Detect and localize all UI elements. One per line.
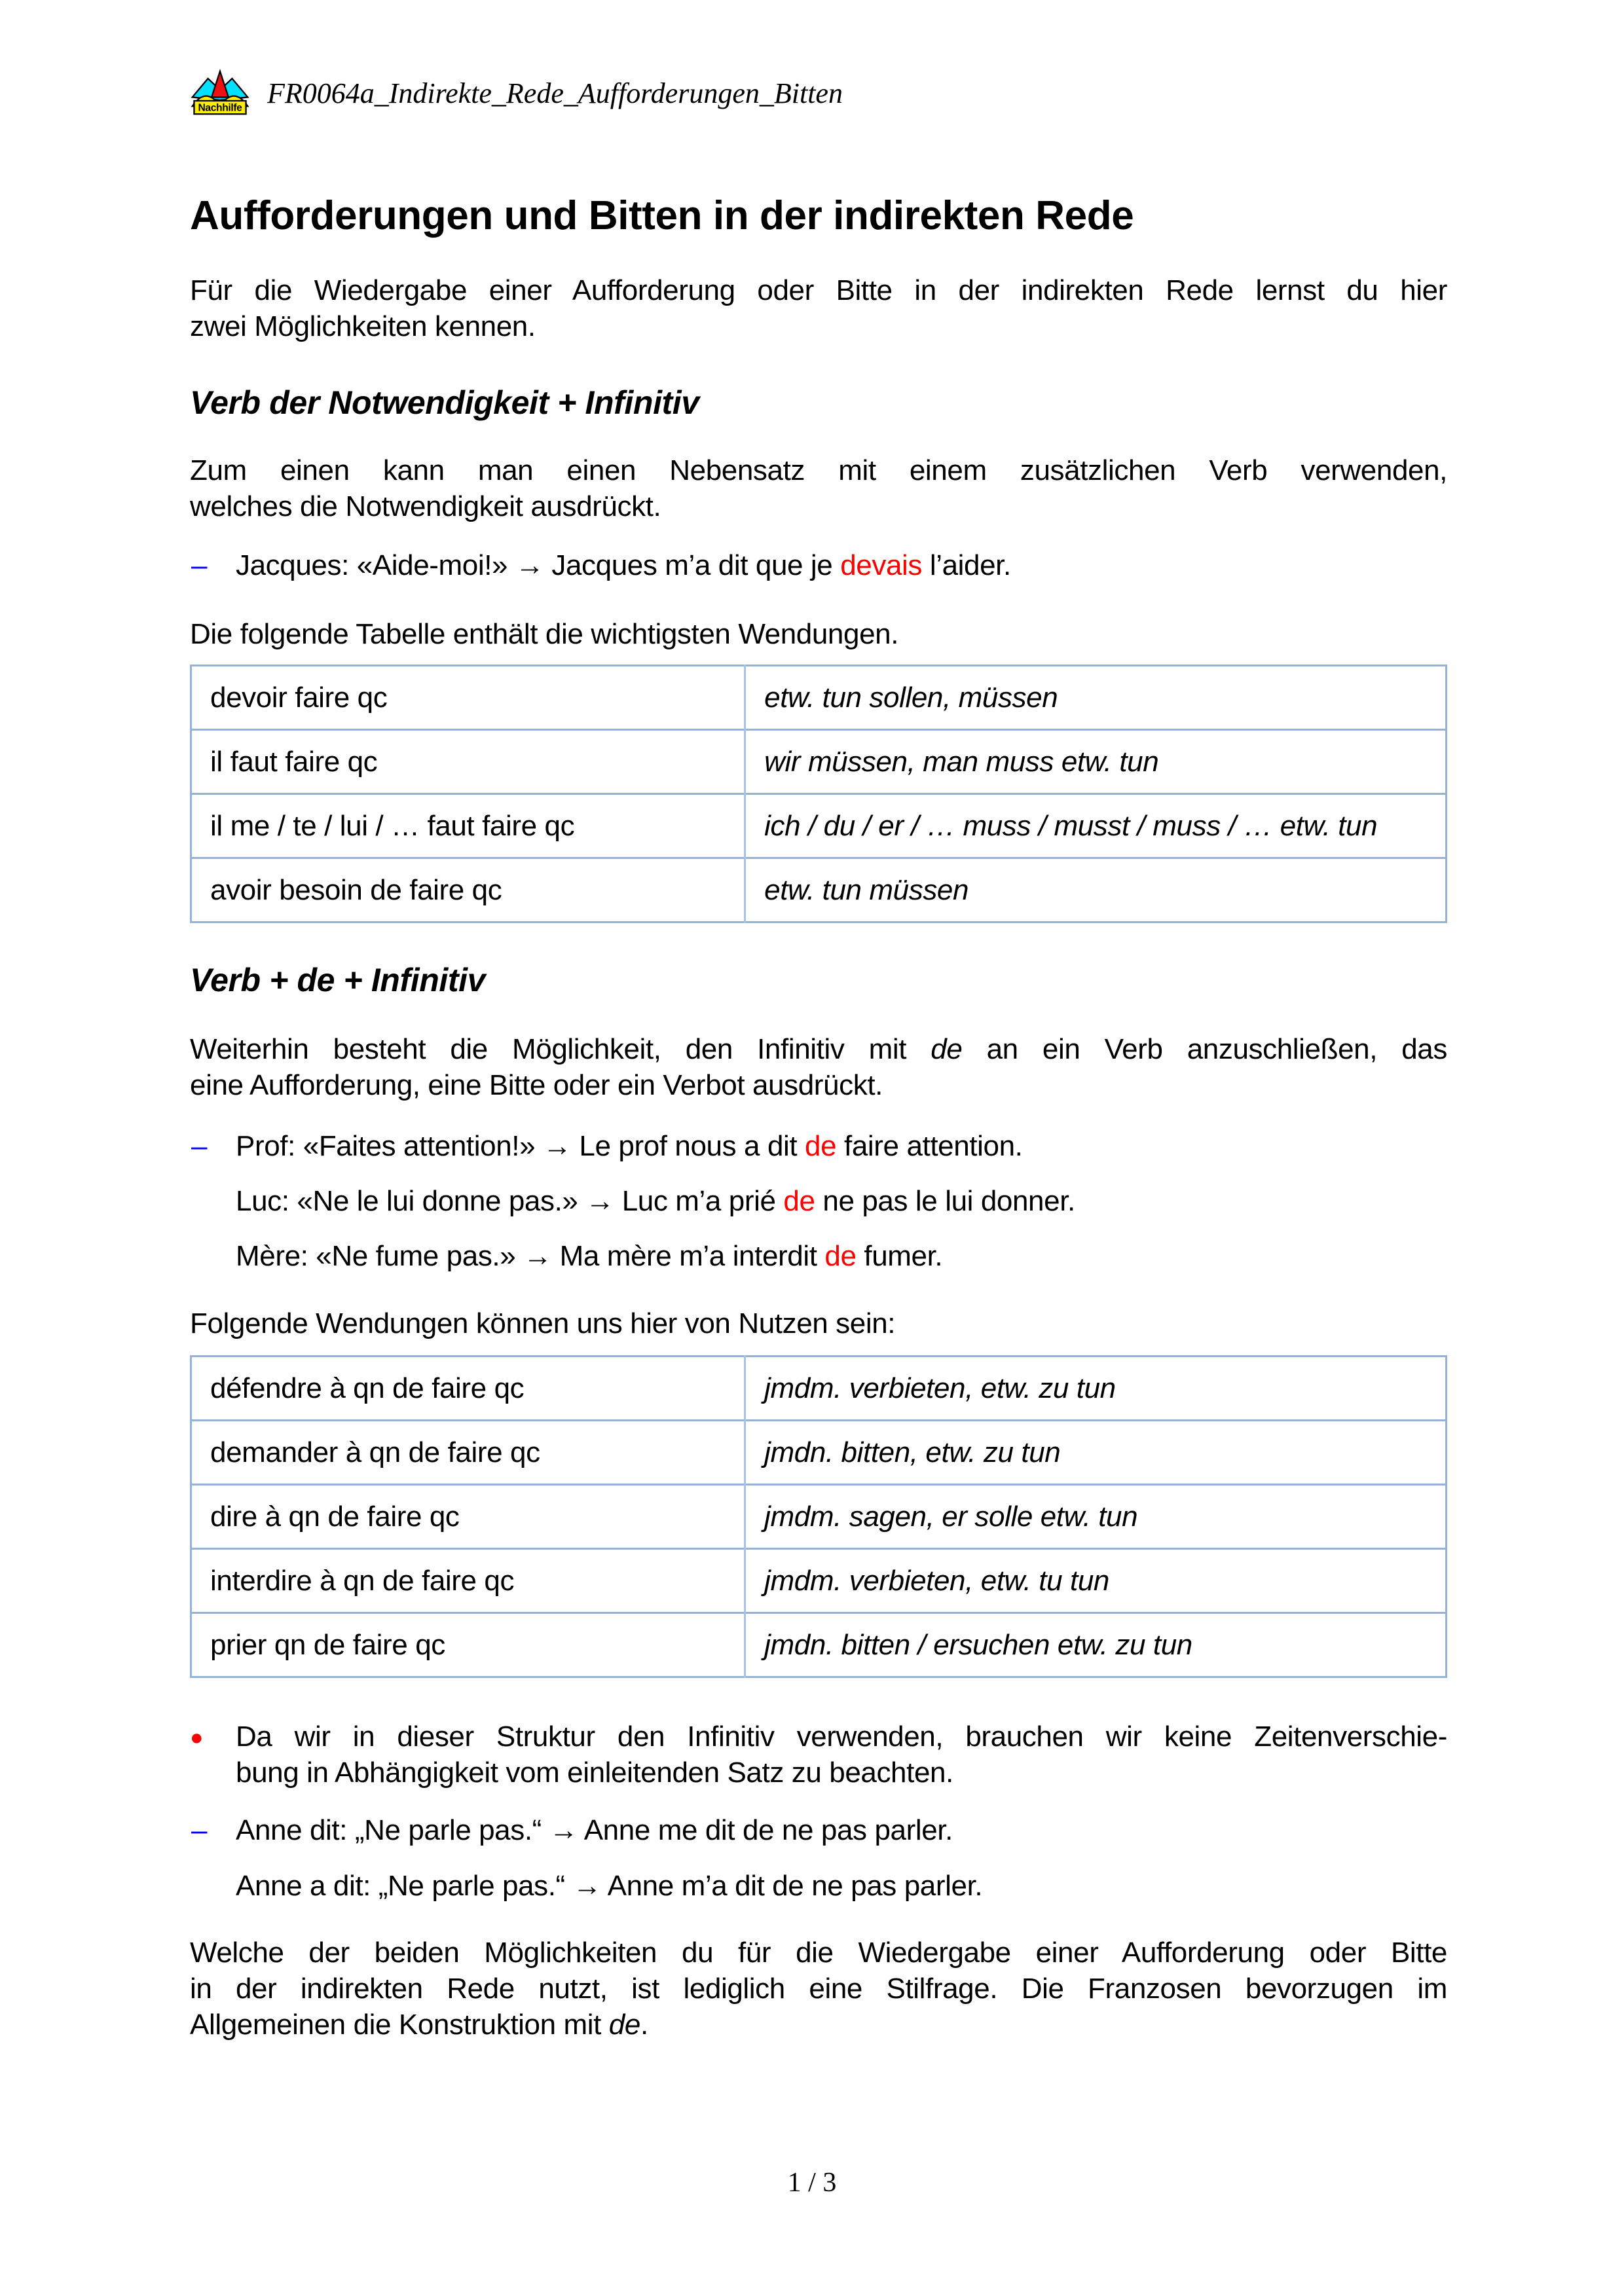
section2-paragraph-line-2: eine Aufforderung, eine Bitte oder ein Verbot ausdrückt. bbox=[190, 1069, 883, 1101]
page-title: Aufforderungen und Bitten in der indirekten Rede bbox=[190, 193, 1134, 238]
table-row bbox=[191, 794, 1447, 858]
german-translation: jmdn. bitten / ersuchen etw. zu tun bbox=[745, 1613, 1447, 1677]
example-list bbox=[190, 1128, 1447, 1274]
example-highlight: de bbox=[805, 1130, 837, 1162]
logo-label: Nachhilfe bbox=[198, 102, 242, 114]
example-text-prefix: Prof: «Faites attention!» → Le prof nous a dit bbox=[236, 1130, 805, 1162]
example-text-suffix: fumer. bbox=[856, 1240, 943, 1272]
table-row bbox=[191, 730, 1447, 794]
table-row bbox=[191, 1549, 1447, 1613]
example-item-jacques bbox=[190, 547, 1447, 583]
section1-paragraph-line-1: Zum einen kann man einen Nebensatz mit einem zusätzlichen Verb verwenden, bbox=[190, 454, 1447, 486]
table-row bbox=[191, 1613, 1447, 1677]
example-text-prefix: Jacques: «Aide-moi!» → Jacques m’a dit que je bbox=[236, 549, 841, 581]
section1-heading: Verb der Notwendigkeit + Infinitiv bbox=[190, 384, 699, 421]
example-text-prefix: Mère: «Ne fume pas.» → Ma mère m’a interdit bbox=[236, 1240, 825, 1272]
closing-paragraph bbox=[190, 1935, 1447, 2043]
german-translation: jmdm. verbieten, etw. tu tun bbox=[745, 1549, 1447, 1613]
note-line-1: Da wir in dieser Struktur den Infinitiv verwenden, brauchen wir keine Zeitenverschie- bbox=[236, 1721, 1447, 1753]
section2-paragraph bbox=[190, 1031, 1447, 1103]
nachhilfe-logo-icon bbox=[190, 69, 250, 117]
section2-heading: Verb + de + Infinitiv bbox=[190, 962, 485, 998]
example-text-suffix: ne pas le lui donner. bbox=[815, 1185, 1075, 1217]
dash-bullet-icon: – bbox=[191, 1814, 208, 1846]
table1-caption: Die folgende Tabelle enthält die wichtigsten Wendungen. bbox=[190, 618, 899, 650]
dash-bullet-icon: – bbox=[191, 1130, 208, 1162]
german-translation: etw. tun sollen, müssen bbox=[745, 666, 1447, 730]
closing-line-3 bbox=[190, 2007, 1447, 2043]
section2-paragraph-line-1 bbox=[190, 1031, 1447, 1067]
german-translation: etw. tun müssen bbox=[745, 858, 1447, 922]
french-phrase: dire à qn de faire qc bbox=[191, 1485, 745, 1549]
example-text: Anne dit: „Ne parle pas.“ → Anne me dit de ne pas parler. bbox=[236, 1814, 953, 1846]
wendungen-table-2 bbox=[190, 1355, 1447, 1678]
table-row bbox=[191, 1357, 1447, 1421]
closing-line-1: Welche der beiden Möglichkeiten du für die Wiedergabe einer Aufforderung oder Bitte bbox=[190, 1937, 1447, 1969]
italic-de: de bbox=[931, 1033, 963, 1065]
french-phrase: interdire à qn de faire qc bbox=[191, 1549, 745, 1613]
french-phrase: avoir besoin de faire qc bbox=[191, 858, 745, 922]
french-phrase: prier qn de faire qc bbox=[191, 1613, 745, 1677]
german-translation: jmdm. sagen, er solle etw. tun bbox=[745, 1485, 1447, 1549]
intro-line-2: zwei Möglichkeiten kennen. bbox=[190, 310, 536, 342]
german-translation: jmdm. verbieten, etw. zu tun bbox=[745, 1357, 1447, 1421]
table-row bbox=[191, 1485, 1447, 1549]
example-highlight: de bbox=[824, 1240, 857, 1272]
example-text: Anne a dit: „Ne parle pas.“ → Anne m’a dit de ne pas parler. bbox=[236, 1870, 983, 1902]
example-item-mere bbox=[190, 1238, 1447, 1274]
table-row bbox=[191, 1421, 1447, 1485]
closing-line-2: in der indirekten Rede nutzt, ist lediglich eine Stilfrage. Die Franzosen bevorzugen im bbox=[190, 1973, 1447, 2005]
german-translation: jmdn. bitten, etw. zu tun bbox=[745, 1421, 1447, 1485]
text-segment: . bbox=[640, 2009, 648, 2041]
example-text-prefix: Luc: «Ne le lui donne pas.» → Luc m’a prié bbox=[236, 1185, 784, 1217]
french-phrase: devoir faire qc bbox=[191, 666, 745, 730]
german-translation: wir müssen, man muss etw. tun bbox=[745, 730, 1447, 794]
example-highlight: devais bbox=[840, 549, 922, 581]
french-phrase: il faut faire qc bbox=[191, 730, 745, 794]
example-item-anne-2 bbox=[190, 1868, 1447, 1904]
example-text-suffix: l’aider. bbox=[922, 549, 1011, 581]
german-translation: ich / du / er / … muss / musst / muss / … etw. tun bbox=[745, 794, 1447, 858]
page-header bbox=[190, 69, 1447, 117]
french-phrase: il me / te / lui / … faut faire qc bbox=[191, 794, 745, 858]
red-bullet-icon: ● bbox=[190, 1725, 204, 1750]
section1-paragraph bbox=[190, 452, 1447, 524]
note-item bbox=[190, 1719, 1447, 1791]
text-segment: an ein Verb anzuschließen, das bbox=[962, 1033, 1447, 1065]
note-line-2: bung in Abhängigkeit vom einleitenden Satz zu beachten. bbox=[236, 1757, 953, 1789]
example-item-anne-1 bbox=[190, 1812, 1447, 1848]
italic-de: de bbox=[608, 2009, 640, 2041]
intro-line-1: Für die Wiedergabe einer Aufforderung oder Bitte in der indirekten Rede lernst du hier bbox=[190, 274, 1447, 306]
dash-bullet-icon: – bbox=[191, 549, 208, 581]
intro-paragraph bbox=[190, 272, 1447, 344]
example-item-prof bbox=[190, 1128, 1447, 1164]
text-segment: Allgemeinen die Konstruktion mit bbox=[190, 2009, 609, 2041]
example-text-suffix: faire attention. bbox=[836, 1130, 1023, 1162]
page-number: 1 / 3 bbox=[787, 2168, 837, 2198]
section1-paragraph-line-2: welches die Notwendigkeit ausdrückt. bbox=[190, 490, 661, 522]
french-phrase: demander à qn de faire qc bbox=[191, 1421, 745, 1485]
table-row bbox=[191, 666, 1447, 730]
header-filename: FR0064a_Indirekte_Rede_Aufforderungen_Bitten bbox=[267, 77, 843, 109]
text-segment: Weiterhin besteht die Möglichkeit, den Infinitiv mit bbox=[190, 1033, 931, 1065]
french-phrase: défendre à qn de faire qc bbox=[191, 1357, 745, 1421]
example-highlight: de bbox=[783, 1185, 815, 1217]
wendungen-table-1 bbox=[190, 665, 1447, 923]
table2-caption: Folgende Wendungen können uns hier von Nutzen sein: bbox=[190, 1307, 896, 1339]
table-row bbox=[191, 858, 1447, 922]
example-item-luc bbox=[190, 1183, 1447, 1219]
